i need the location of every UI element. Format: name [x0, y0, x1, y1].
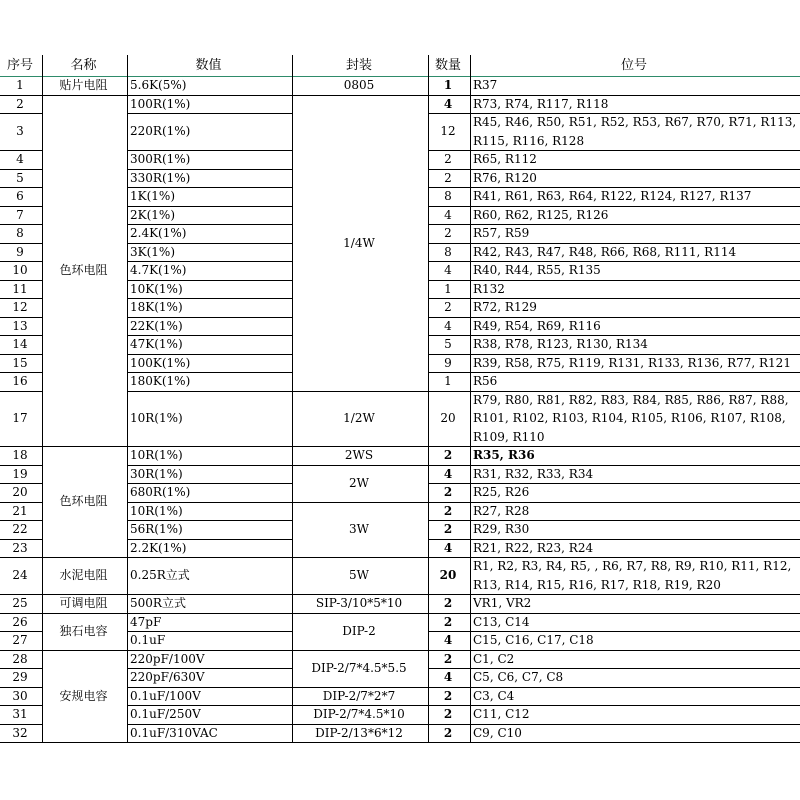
- header-value: 数值: [195, 58, 222, 73]
- row-no: 9: [16, 244, 24, 259]
- row-divider: [428, 502, 800, 503]
- row-value: 1K(1%): [130, 189, 175, 203]
- row-ref: R31, R32, R33, R34: [473, 466, 594, 481]
- row-qty: 1: [444, 374, 452, 388]
- row-divider: [127, 113, 292, 114]
- row-divider: [428, 724, 800, 725]
- row-qty: 8: [444, 244, 452, 259]
- row-qty: 20: [440, 410, 456, 425]
- row-ref: R132: [473, 281, 505, 296]
- row-divider: [428, 95, 800, 96]
- row-no: 25: [12, 596, 28, 610]
- row-qty: 4: [443, 633, 453, 647]
- row-value: 3K(1%): [130, 244, 175, 259]
- row-divider: [127, 631, 292, 632]
- column-divider: [292, 55, 293, 742]
- row-divider: [0, 520, 42, 521]
- row-qty: 4: [443, 466, 453, 481]
- row-ref: R49, R54, R69, R116: [473, 318, 601, 333]
- row-qty: 2: [444, 226, 452, 240]
- row-no: 4: [16, 152, 24, 166]
- row-divider: [428, 150, 800, 151]
- row-divider: [0, 243, 42, 244]
- row-divider: [292, 446, 428, 447]
- row-divider: [127, 613, 292, 614]
- name-group: 安规电容: [59, 688, 108, 703]
- row-ref: C13, C14: [473, 614, 530, 629]
- row-divider: [292, 613, 428, 614]
- row-value: 0.25R立式: [130, 568, 190, 582]
- row-ref: R76, R120: [473, 170, 537, 185]
- package-group: 5W: [349, 568, 369, 582]
- row-no: 6: [16, 189, 24, 203]
- row-divider: [127, 335, 292, 336]
- row-divider: [428, 539, 800, 540]
- row-divider: [127, 446, 292, 447]
- row-divider: [428, 113, 800, 114]
- row-no: 21: [12, 503, 28, 518]
- row-ref: C15, C16, C17, C18: [473, 633, 594, 647]
- row-divider: [127, 391, 292, 392]
- row-no: 20: [12, 485, 28, 499]
- row-qty: 2: [443, 688, 453, 703]
- row-divider: [0, 169, 42, 170]
- row-divider: [127, 465, 292, 466]
- package-group: DIP-2/7*4.5*5.5: [311, 660, 407, 675]
- row-divider: [428, 483, 800, 484]
- row-no: 29: [12, 670, 28, 684]
- row-qty: 2: [443, 503, 453, 518]
- row-divider: [292, 391, 428, 392]
- row-ref: R39, R58, R75, R119, R131, R133, R136, R77, R121: [473, 355, 791, 370]
- name-group: 可调电阻: [59, 596, 108, 610]
- row-ref: R73, R74, R117, R118: [473, 96, 609, 111]
- row-value: 180K(1%): [130, 374, 191, 388]
- row-divider: [0, 206, 42, 207]
- package-group: 1/2W: [343, 410, 375, 425]
- row-divider: [292, 465, 428, 466]
- package-group: 2W: [349, 475, 369, 490]
- row-no: 32: [12, 725, 28, 740]
- row-ref: R72, R129: [473, 300, 537, 314]
- row-divider: [127, 187, 292, 188]
- row-divider: [428, 687, 800, 688]
- row-divider: [127, 687, 292, 688]
- row-divider: [0, 631, 42, 632]
- row-ref: R65, R112: [473, 152, 537, 166]
- row-divider: [428, 261, 800, 262]
- column-divider: [470, 55, 471, 742]
- row-qty: 2: [443, 651, 453, 666]
- row-divider: [0, 594, 42, 595]
- row-qty: 5: [444, 337, 452, 351]
- package-group: DIP-2: [342, 623, 376, 638]
- row-divider: [428, 187, 800, 188]
- row-divider: [0, 650, 42, 651]
- row-value: 22K(1%): [130, 318, 183, 333]
- row-value: 10R(1%): [130, 503, 183, 518]
- row-value: 220R(1%): [130, 124, 191, 138]
- package-group: 2WS: [344, 448, 374, 462]
- row-ref: R25, R26: [473, 485, 530, 499]
- row-no: 26: [12, 614, 28, 629]
- row-divider: [428, 705, 800, 706]
- package-group: 1/4W: [343, 235, 375, 250]
- row-value: 18K(1%): [130, 300, 183, 314]
- row-divider: [0, 391, 42, 392]
- row-divider: [292, 594, 428, 595]
- header-qty: 数量: [434, 58, 461, 73]
- row-divider: [127, 243, 292, 244]
- package-group: DIP-2/7*2*7: [322, 688, 396, 703]
- row-divider: [0, 335, 42, 336]
- row-ref: R40, R44, R55, R135: [473, 263, 601, 277]
- row-divider: [127, 724, 292, 725]
- row-qty: 12: [440, 124, 456, 138]
- row-ref: R1, R2, R3, R4, R5, , R6, R7, R8, R9, R10, R11, R12, R13, R14, R15, R16, R17, R18, R19, R20: [473, 559, 792, 592]
- row-divider: [127, 224, 292, 225]
- row-qty: 1: [444, 281, 452, 296]
- row-divider: [127, 520, 292, 521]
- row-value: 100K(1%): [130, 355, 191, 370]
- row-divider: [0, 668, 42, 669]
- name-group: 独石电容: [59, 623, 108, 638]
- row-divider: [127, 483, 292, 484]
- row-ref: R41, R61, R63, R64, R122, R124, R127, R137: [473, 189, 752, 203]
- row-divider: [428, 520, 800, 521]
- row-ref: R29, R30: [473, 522, 530, 536]
- row-divider: [127, 261, 292, 262]
- row-divider: [428, 169, 800, 170]
- row-divider: [428, 650, 800, 651]
- row-divider: [428, 391, 800, 392]
- row-qty: 2: [443, 707, 453, 721]
- row-divider: [42, 742, 127, 743]
- column-divider: [428, 55, 429, 742]
- row-qty: 2: [444, 152, 452, 166]
- name-group: 色环电阻: [59, 494, 108, 508]
- row-value: 220pF/100V: [130, 651, 205, 666]
- row-no: 22: [12, 522, 28, 536]
- row-qty: 2: [443, 522, 453, 536]
- row-ref: C1, C2: [473, 651, 515, 666]
- row-divider: [0, 687, 42, 688]
- row-divider: [42, 613, 127, 614]
- column-divider: [127, 55, 128, 742]
- row-qty: 4: [444, 318, 452, 333]
- row-divider: [0, 446, 42, 447]
- row-divider: [428, 354, 800, 355]
- row-divider: [0, 317, 42, 318]
- row-divider: [127, 539, 292, 540]
- row-divider: [127, 650, 292, 651]
- row-divider: [292, 95, 428, 96]
- row-no: 15: [12, 355, 28, 370]
- row-divider: [0, 502, 42, 503]
- row-divider: [428, 557, 800, 558]
- row-value: 220pF/630V: [130, 670, 205, 684]
- row-divider: [292, 502, 428, 503]
- row-divider: [428, 668, 800, 669]
- row-value: 100R(1%): [130, 96, 191, 111]
- row-divider: [42, 650, 127, 651]
- row-divider: [0, 76, 800, 77]
- row-qty: 2: [443, 614, 453, 629]
- row-value: 2K(1%): [130, 207, 175, 222]
- row-no: 31: [12, 707, 28, 721]
- row-ref: R27, R28: [473, 503, 530, 518]
- row-divider: [292, 705, 428, 706]
- row-divider: [428, 594, 800, 595]
- row-value: 56R(1%): [130, 522, 183, 536]
- row-qty: 4: [443, 670, 453, 684]
- row-divider: [0, 224, 42, 225]
- row-divider: [0, 354, 42, 355]
- row-value: 4.7K(1%): [130, 263, 187, 277]
- row-value: 330R(1%): [130, 170, 191, 185]
- row-value: 0.1uF/100V: [130, 688, 201, 703]
- row-value: 500R立式: [130, 596, 186, 610]
- package-group: 0805: [343, 78, 375, 92]
- row-no: 16: [12, 374, 28, 388]
- row-divider: [127, 150, 292, 151]
- row-divider: [428, 224, 800, 225]
- row-ref: R42, R43, R47, R48, R66, R68, R111, R114: [473, 244, 737, 259]
- row-divider: [0, 613, 42, 614]
- row-divider: [292, 687, 428, 688]
- row-qty: 2: [443, 448, 453, 462]
- row-no: 23: [12, 540, 28, 555]
- row-divider: [42, 594, 127, 595]
- header-package: 封装: [345, 58, 372, 73]
- row-qty: 20: [439, 568, 457, 582]
- row-divider: [42, 95, 127, 96]
- row-divider: [127, 742, 292, 743]
- row-divider: [127, 354, 292, 355]
- row-qty: 4: [443, 540, 453, 555]
- row-divider: [428, 613, 800, 614]
- row-value: 0.1uF/250V: [130, 707, 201, 721]
- row-no: 19: [12, 466, 28, 481]
- row-divider: [127, 372, 292, 373]
- row-ref: VR1, VR2: [473, 596, 532, 610]
- row-qty: 4: [443, 96, 453, 111]
- row-value: 0.1uF/310VAC: [130, 725, 218, 740]
- name-group: 贴片电阻: [59, 78, 108, 92]
- row-no: 14: [12, 337, 28, 351]
- row-divider: [127, 95, 292, 96]
- row-divider: [0, 261, 42, 262]
- row-qty: 8: [444, 189, 452, 203]
- row-divider: [0, 280, 42, 281]
- row-divider: [428, 243, 800, 244]
- row-divider: [127, 169, 292, 170]
- row-qty: 2: [444, 170, 452, 185]
- row-divider: [127, 317, 292, 318]
- row-divider: [127, 557, 292, 558]
- row-divider: [292, 650, 428, 651]
- row-value: 680R(1%): [130, 485, 191, 499]
- row-value: 0.1uF: [130, 633, 166, 647]
- row-no: 12: [12, 300, 28, 314]
- row-value: 10R(1%): [130, 448, 183, 462]
- package-group: SIP-3/10*5*10: [315, 596, 403, 610]
- row-ref: R45, R46, R50, R51, R52, R53, R67, R70, R71, R113, R115, R116, R128: [473, 115, 797, 148]
- row-no: 27: [12, 633, 28, 647]
- row-divider: [127, 705, 292, 706]
- row-no: 30: [12, 688, 28, 703]
- row-ref: R57, R59: [473, 226, 530, 240]
- row-qty: 2: [443, 485, 453, 499]
- row-no: 17: [12, 410, 28, 425]
- row-divider: [0, 187, 42, 188]
- row-divider: [428, 317, 800, 318]
- row-ref: R79, R80, R81, R82, R83, R84, R85, R86, R87, R88, R101, R102, R103, R104, R105, R106, R107, R108, R109, R110: [473, 392, 789, 444]
- row-qty: 1: [443, 78, 453, 92]
- row-ref: C5, C6, C7, C8: [473, 670, 564, 684]
- row-qty: 2: [443, 725, 453, 740]
- row-divider: [0, 724, 42, 725]
- row-divider: [292, 742, 428, 743]
- row-qty: 4: [444, 263, 452, 277]
- row-no: 3: [16, 124, 24, 138]
- row-divider: [0, 539, 42, 540]
- row-no: 18: [12, 448, 28, 462]
- row-ref: R60, R62, R125, R126: [473, 207, 609, 222]
- row-divider: [0, 742, 42, 743]
- row-divider: [428, 742, 800, 743]
- row-ref: C9, C10: [473, 725, 522, 740]
- row-qty: 4: [444, 207, 452, 222]
- column-divider: [42, 55, 43, 742]
- row-no: 13: [12, 318, 28, 333]
- row-value: 47pF: [130, 614, 162, 629]
- name-group: 水泥电阻: [59, 568, 108, 582]
- row-no: 7: [16, 207, 24, 222]
- row-ref: C11, C12: [473, 707, 530, 721]
- row-no: 28: [12, 651, 28, 666]
- row-value: 30R(1%): [130, 466, 183, 481]
- row-ref: R38, R78, R123, R130, R134: [473, 337, 648, 351]
- row-divider: [428, 372, 800, 373]
- row-divider: [42, 446, 127, 447]
- row-qty: 2: [443, 596, 453, 610]
- row-divider: [127, 668, 292, 669]
- row-divider: [0, 372, 42, 373]
- row-divider: [428, 631, 800, 632]
- row-divider: [127, 280, 292, 281]
- row-divider: [127, 298, 292, 299]
- row-no: 11: [12, 281, 28, 296]
- row-qty: 9: [444, 355, 452, 370]
- row-divider: [292, 724, 428, 725]
- row-divider: [127, 594, 292, 595]
- row-ref: R35, R36: [473, 448, 535, 462]
- row-divider: [0, 465, 42, 466]
- package-group: DIP-2/13*6*12: [315, 725, 403, 740]
- row-value: 10K(1%): [130, 281, 183, 296]
- row-divider: [428, 280, 800, 281]
- row-divider: [428, 335, 800, 336]
- row-value: 10R(1%): [130, 410, 183, 425]
- row-no: 24: [12, 568, 28, 582]
- row-no: 5: [16, 170, 24, 185]
- row-ref: R56: [473, 374, 498, 388]
- name-group: 色环电阻: [59, 262, 108, 277]
- row-value: 2.4K(1%): [130, 226, 187, 240]
- row-value: 300R(1%): [130, 152, 191, 166]
- row-divider: [0, 483, 42, 484]
- row-divider: [428, 446, 800, 447]
- row-no: 10: [12, 263, 28, 277]
- row-ref: C3, C4: [473, 688, 515, 703]
- row-no: 2: [16, 96, 24, 111]
- package-group: 3W: [349, 521, 369, 536]
- row-divider: [428, 298, 800, 299]
- row-divider: [428, 206, 800, 207]
- row-divider: [0, 150, 42, 151]
- header-ref: 位号: [620, 58, 647, 73]
- row-ref: R21, R22, R23, R24: [473, 540, 594, 555]
- row-divider: [0, 298, 42, 299]
- row-value: 47K(1%): [130, 337, 183, 351]
- row-no: 1: [16, 78, 24, 92]
- row-value: 5.6K(5%): [130, 78, 187, 92]
- package-group: DIP-2/7*4.5*10: [313, 707, 405, 721]
- row-divider: [0, 95, 42, 96]
- header-name: 名称: [70, 58, 97, 73]
- row-divider: [0, 705, 42, 706]
- row-value: 2.2K(1%): [130, 540, 187, 555]
- row-divider: [127, 502, 292, 503]
- row-no: 8: [16, 226, 24, 240]
- row-divider: [0, 113, 42, 114]
- row-divider: [428, 465, 800, 466]
- bom-table: [0, 55, 800, 745]
- row-qty: 2: [444, 300, 452, 314]
- row-divider: [292, 557, 428, 558]
- row-divider: [127, 206, 292, 207]
- row-divider: [0, 557, 42, 558]
- row-ref: R37: [473, 78, 498, 92]
- header-no: 序号: [6, 58, 33, 73]
- row-divider: [42, 557, 127, 558]
